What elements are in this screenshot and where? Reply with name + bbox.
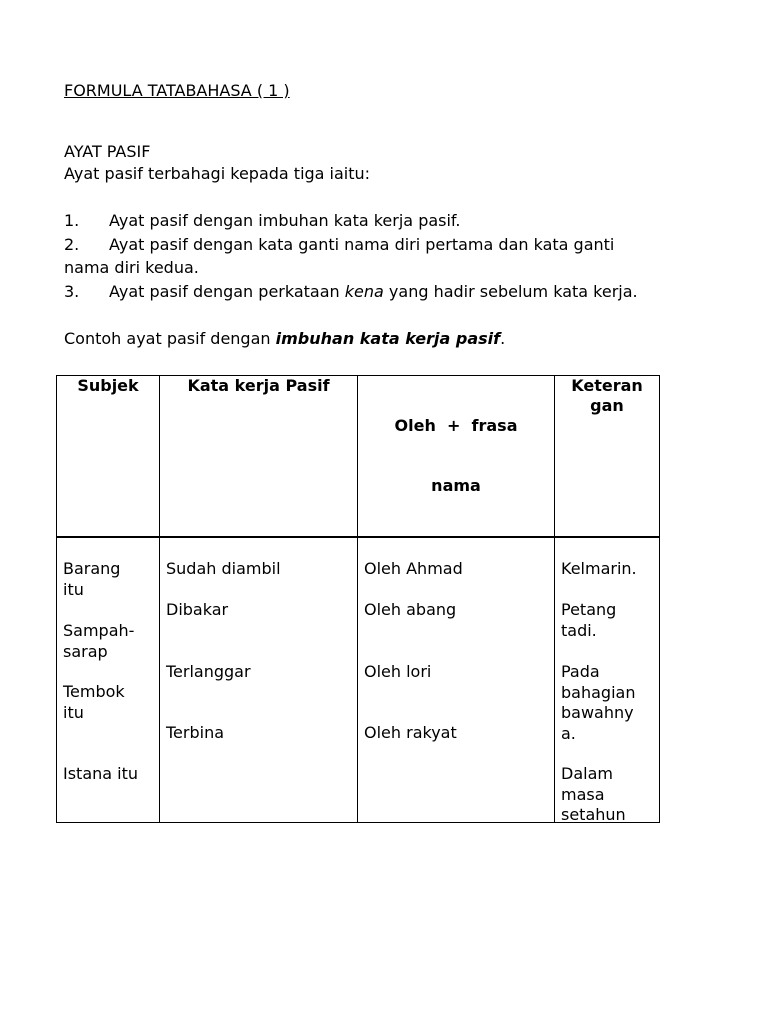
oleh-cell: Oleh abang [364, 600, 457, 619]
header-oleh-frasa-nama [358, 376, 555, 538]
subjek-cell [63, 621, 155, 662]
section-heading: AYAT PASIF [64, 142, 151, 161]
kata-kerja-cell: Terlanggar [166, 662, 251, 681]
list-number: 3. [64, 282, 80, 301]
list-item [64, 282, 638, 302]
subjek-cell [63, 682, 155, 723]
passive-sentence-table [56, 375, 660, 823]
example-intro-text: Contoh ayat pasif dengan [64, 329, 276, 348]
list-item [64, 211, 460, 231]
cell-line: Pada [561, 662, 600, 681]
subjek-cell [63, 764, 155, 785]
cell-line: bawahny [561, 703, 634, 722]
oleh-cell: Oleh rakyat [364, 723, 457, 742]
header-line: Subjek [77, 376, 139, 395]
column-subjek [57, 537, 160, 823]
list-item-continuation: nama diri kedua. [64, 258, 199, 277]
keterangan-cell [561, 662, 655, 744]
cell-line: sarap [63, 641, 108, 661]
column-oleh-frasa-nama [358, 537, 555, 823]
cell-line: Barang [63, 559, 121, 578]
cell-line: Petang [561, 600, 617, 619]
column-keterangan [555, 537, 660, 823]
example-intro [64, 329, 505, 349]
keterangan-cell [561, 559, 655, 580]
table-header-row [57, 376, 660, 538]
cell-line: Tembok [63, 682, 125, 701]
header-line: Kata kerja Pasif [187, 376, 330, 395]
list-text-italic: kena [344, 282, 384, 301]
header-keterangan [555, 376, 660, 538]
header-kata-kerja-pasif [160, 376, 358, 538]
list-text: Ayat pasif dengan imbuhan kata kerja pasif. [109, 211, 461, 230]
header-line: Keteran [571, 376, 643, 395]
kata-kerja-cell: Terbina [166, 723, 225, 742]
cell-line: setahun [561, 805, 626, 824]
cell-line: Kelmarin. [561, 559, 637, 578]
header-line: nama [431, 476, 481, 495]
oleh-cell: Oleh lori [364, 662, 432, 681]
cell-line: masa [561, 784, 605, 804]
list-number: 2. [64, 235, 80, 254]
table-row [57, 537, 660, 823]
list-item [64, 235, 614, 255]
column-kata-kerja-pasif [160, 537, 358, 823]
list-text: Ayat pasif dengan perkataan [109, 282, 345, 301]
cell-line: a. [561, 723, 576, 743]
list-number: 1. [64, 211, 80, 230]
kata-kerja-cell: Dibakar [166, 600, 229, 619]
header-line: gan [590, 396, 624, 415]
cell-line: Istana itu [63, 764, 139, 783]
document-title: FORMULA TATABAHASA ( 1 ) [64, 81, 290, 100]
cell-line: Dalam [561, 764, 613, 783]
cell-line: Sampah- [63, 621, 135, 640]
cell-line: itu [63, 702, 84, 722]
intro-text: Ayat pasif terbahagi kepada tiga iaitu: [64, 164, 371, 183]
list-text: Ayat pasif dengan kata ganti nama diri pertama dan kata ganti [109, 235, 615, 254]
header-subjek [57, 376, 160, 538]
header-line: Oleh + frasa [394, 416, 518, 435]
example-intro-end: . [500, 329, 506, 348]
kata-kerja-cell: Sudah diambil [166, 559, 281, 578]
subjek-cell [63, 559, 155, 600]
cell-line: itu [63, 579, 84, 599]
keterangan-cell [561, 600, 655, 641]
oleh-cell: Oleh Ahmad [364, 559, 463, 578]
list-text: yang hadir sebelum kata kerja. [383, 282, 638, 301]
keterangan-cell [561, 764, 655, 826]
cell-line: tadi. [561, 620, 597, 640]
example-intro-emphasis: imbuhan kata kerja pasif [275, 329, 501, 348]
cell-line: bahagian [561, 682, 636, 702]
